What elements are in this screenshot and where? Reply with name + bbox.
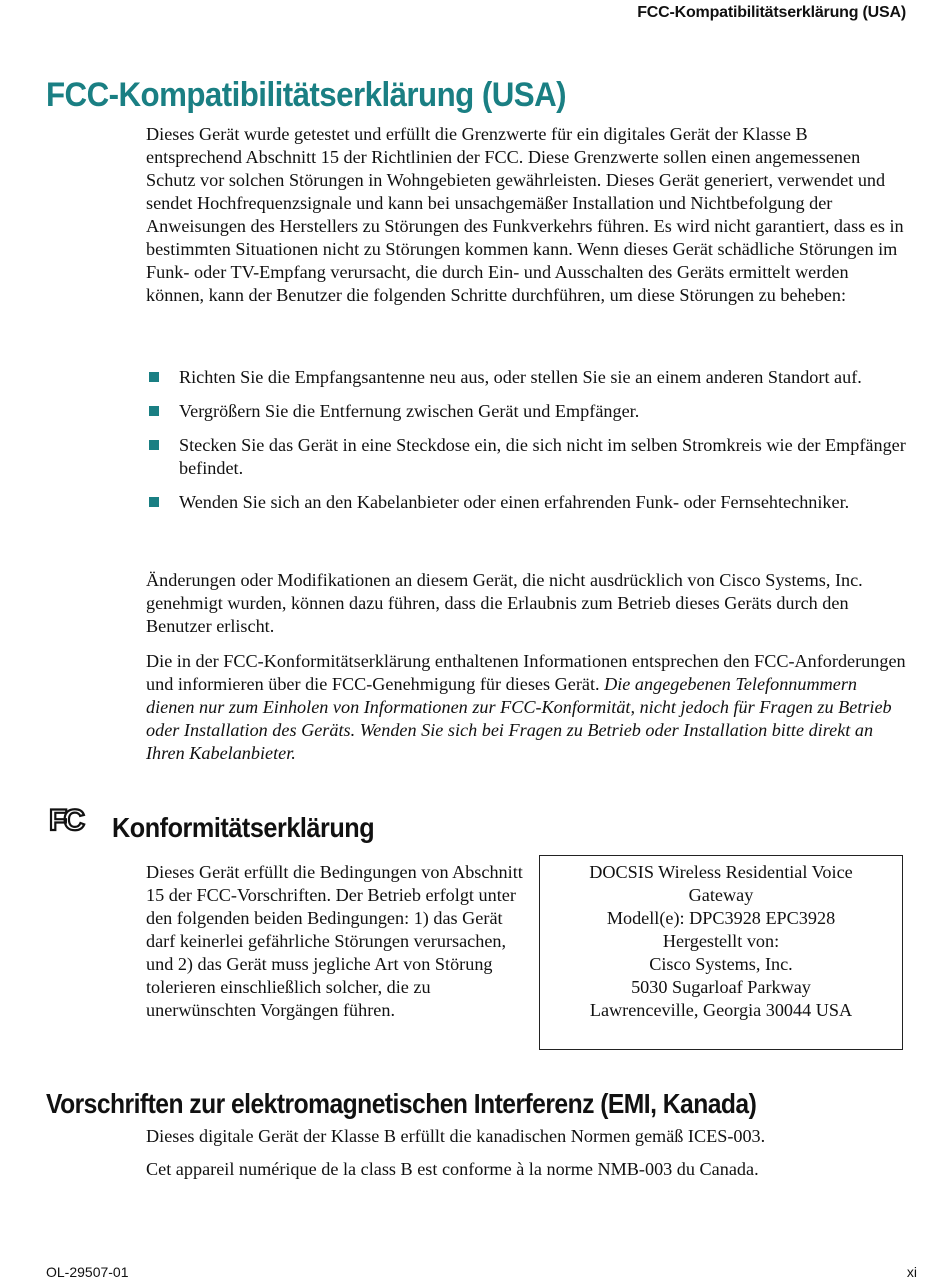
box-line: Hergestellt von:: [662, 931, 780, 951]
canada-statement-german: Dieses digitale Gerät der Klasse B erfüllt die kanadischen Normen gemäß ICES-003.: [146, 1126, 766, 1146]
box-line: Cisco Systems, Inc.: [649, 954, 793, 974]
square-bullet-icon: [149, 406, 159, 416]
section-title-fcc-usa: FCC-Kompatibilitätserklärung (USA): [46, 76, 566, 114]
document-number: OL-29507-01: [46, 1264, 129, 1280]
list-item: [146, 434, 908, 480]
info-regular-text: Die in der FCC-Konformitätserklärung enthaltenen Informationen entsprechen den FCC-Anforderungen und informieren über die FCC-Genehmigung für dieses Gerät.: [146, 651, 906, 694]
info-italic-text: Die angegebenen Telefonnummern dienen nur zum Einholen von Informationen zur FCC-Konformität, nicht jedoch für Fragen zu Betrieb oder Installation des Geräts. Wenden Sie sich bei Fragen zu Betrieb oder Installation bitte direkt an Ihren Kabelanbieter.: [146, 674, 892, 763]
running-header: FCC-Kompatibilitätserklärung (USA): [637, 4, 906, 21]
box-line: Gateway: [688, 885, 754, 905]
intro-paragraph: Dieses Gerät wurde getestet und erfüllt die Grenzwerte für ein digitales Gerät der Klasse B entsprechend Abschnitt 15 der Richtlinien der FCC. Diese Grenzwerte sollen einen angemessenen Schutz vor solchen Störungen in Wohngebieten gewährleisten. Dieses Gerät generiert, verwendet und sendet Hochfrequenzsignale und kann bei unsachgemäßer Installation und Nichtbefolgung der Anweisungen des Herstellers zu Störungen des Funkverkehrs führen. Es wird nicht garantiert, dass es in bestimmten Situationen nicht zu Störungen kommen kann. Wenn dieses Gerät schädliche Störungen im Funk- oder TV-Empfang verursacht, die durch Ein- und Ausschalten des Geräts ermittelt werden können, kann der Benutzer die folgenden Schritte durchführen, um diese Störungen zu beheben:: [146, 124, 904, 305]
manufacturer-info-box: [539, 855, 903, 1050]
list-item-text: Richten Sie die Empfangsantenne neu aus, oder stellen Sie sie an einem anderen Standort auf.: [179, 367, 862, 387]
remedy-list: [146, 366, 908, 525]
square-bullet-icon: [149, 372, 159, 382]
square-bullet-icon: [149, 497, 159, 507]
section-title-conformity: Konformitätserklärung: [112, 812, 375, 843]
list-item-text: Stecken Sie das Gerät in eine Steckdose ein, die sich nicht im selben Stromkreis wie der Empfänger befindet.: [179, 435, 906, 478]
page-number: xi: [906, 1264, 917, 1280]
changes-paragraph: Änderungen oder Modifikationen an diesem Gerät, die nicht ausdrücklich von Cisco Systems, Inc. genehmigt wurden, können dazu führen, dass die Erlaubnis zum Betrieb dieses Geräts durch den Benutzer erlischt.: [146, 570, 863, 636]
box-line: DOCSIS Wireless Residential Voice: [589, 862, 853, 882]
list-item-text: Wenden Sie sich an den Kabelanbieter oder einen erfahrenden Funk- oder Fernsehtechniker.: [179, 492, 850, 512]
square-bullet-icon: [149, 440, 159, 450]
conformity-paragraph: Dieses Gerät erfüllt die Bedingungen von Abschnitt 15 der FCC-Vorschriften. Der Betrieb erfolgt unter den folgenden beiden Bedingungen: 1) das Gerät darf keinerlei gefährliche Störungen verursachen, und 2) das Gerät muss jegliche Art von Störung tolerieren einschließlich solcher, die zu unerwünschten Vorgängen führen.: [146, 862, 523, 1020]
info-paragraph: [146, 650, 908, 765]
canada-statement-french: Cet appareil numérique de la class B est conforme à la norme NMB-003 du Canada.: [146, 1159, 759, 1179]
list-item: [146, 491, 908, 514]
fcc-logo-icon: [49, 803, 91, 837]
svg-text:FC: FC: [49, 804, 81, 837]
section-title-emi-canada: Vorschriften zur elektromagnetischen Interferenz (EMI, Kanada): [46, 1088, 757, 1119]
box-line: 5030 Sugarloaf Parkway: [631, 977, 811, 997]
box-line: Modell(e): DPC3928 EPC3928: [606, 908, 836, 928]
list-item: [146, 366, 908, 389]
list-item: [146, 400, 908, 423]
box-line: Lawrenceville, Georgia 30044 USA: [589, 1000, 853, 1020]
list-item-text: Vergrößern Sie die Entfernung zwischen Gerät und Empfänger.: [179, 401, 640, 421]
